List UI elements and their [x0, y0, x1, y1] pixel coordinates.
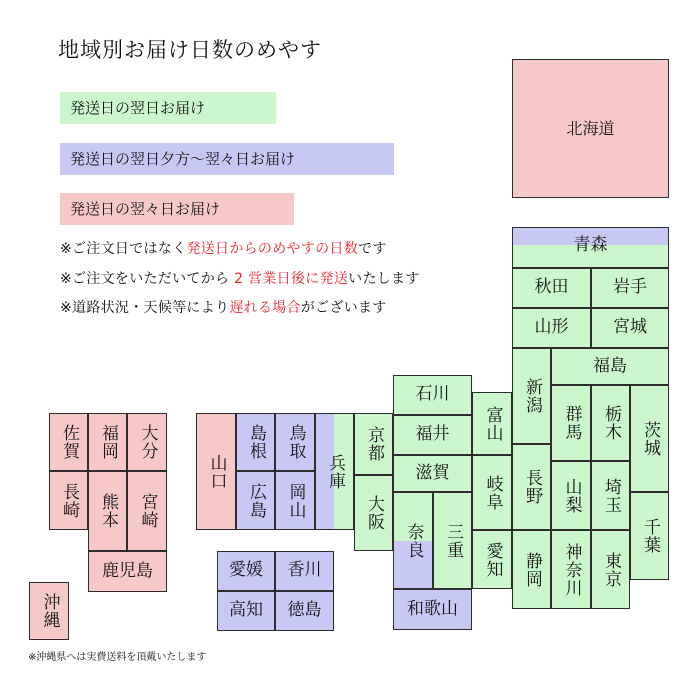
pref-aomori	[512, 227, 669, 268]
legend-next-day-evening-label: 発送日の翌日夕方〜翌々日お届け	[70, 150, 296, 168]
pref-mie-label: 三重	[443, 522, 464, 559]
pref-nara	[393, 492, 433, 589]
pref-ibaraki	[630, 385, 669, 492]
pref-akita	[512, 268, 591, 308]
pref-yamanashi-label: 山梨	[561, 477, 582, 514]
pref-fukuoka	[88, 413, 127, 471]
pref-hiroshima	[236, 471, 275, 530]
pref-niigata-label: 新潟	[522, 378, 543, 414]
legend-next-day-evening	[60, 143, 394, 175]
pref-kagoshima	[88, 551, 167, 592]
note-line-3	[60, 297, 387, 317]
pref-hokkaido	[512, 59, 669, 198]
note-3-c: がございます	[300, 300, 387, 316]
pref-kagoshima-label: 鹿児島	[102, 560, 153, 581]
pref-gunma-label: 群馬	[561, 405, 582, 441]
pref-shimane	[236, 413, 275, 471]
pref-yamanashi	[551, 461, 591, 530]
pref-toyama	[472, 392, 512, 455]
pref-fukui-label: 福井	[415, 424, 450, 445]
pref-iwate	[591, 268, 669, 308]
note-3-highlight: 遅れる場合	[229, 300, 301, 316]
pref-chiba	[630, 492, 669, 580]
pref-osaka-label: 大阪	[364, 495, 385, 531]
pref-yamaguchi-label: 山口	[206, 453, 227, 490]
pref-gifu	[472, 455, 512, 530]
pref-okayama	[275, 471, 315, 530]
pref-aomori-label: 青森	[573, 234, 608, 255]
footnote: ※沖縄県へは実費送料を頂戴いたします	[28, 652, 207, 663]
pref-fukui	[393, 415, 472, 455]
pref-aichi	[472, 530, 512, 589]
pref-kumamoto	[88, 471, 127, 551]
note-2-a: ※ご注文をいただいてから	[60, 271, 230, 287]
pref-tokyo-label: 東京	[601, 551, 622, 588]
pref-ishikawa-label: 石川	[415, 384, 450, 405]
note-2-highlight: 2 営業日後に発送	[229, 271, 349, 287]
pref-shizuoka-label: 静岡	[522, 551, 543, 588]
pref-kochi	[217, 591, 275, 631]
pref-nagano	[512, 444, 551, 530]
pref-tottori	[275, 413, 315, 471]
pref-miyagi-label: 宮城	[613, 317, 647, 338]
pref-niigata	[512, 348, 551, 444]
note-1-c: です	[358, 241, 387, 257]
pref-oita	[127, 413, 167, 471]
pref-hyogo	[315, 413, 354, 530]
pref-saitama-label: 埼玉	[601, 477, 622, 514]
pref-okayama-label: 岡山	[285, 482, 306, 519]
pref-miyazaki	[127, 471, 167, 551]
pref-kochi-label: 高知	[229, 600, 263, 621]
pref-kanagawa	[551, 530, 591, 609]
pref-kanagawa-label: 神奈川	[561, 542, 582, 597]
note-2-c: いたします	[348, 271, 420, 287]
pref-fukushima-label: 福島	[593, 355, 627, 376]
pref-mie	[433, 492, 472, 589]
pref-tottori-label: 鳥取	[285, 424, 306, 460]
pref-ibaraki-label: 茨城	[640, 420, 661, 457]
legend-two-days	[60, 193, 294, 225]
pref-kumamoto-label: 熊本	[98, 493, 119, 529]
pref-shiga-label: 滋賀	[415, 462, 450, 483]
pref-toyama-label: 富山	[482, 405, 503, 442]
legend-next-day-label: 発送日の翌日お届け	[70, 99, 206, 117]
pref-aichi-label: 愛知	[482, 541, 503, 578]
pref-tochigi-label: 栃木	[601, 405, 622, 441]
pref-kagawa-label: 香川	[287, 560, 322, 581]
pref-tochigi	[591, 385, 630, 461]
pref-miyazaki-label: 宮崎	[137, 493, 158, 529]
pref-fukuoka-label: 福岡	[98, 424, 119, 460]
page-title: 地域別お届け日数のめやす	[58, 38, 322, 62]
pref-hokkaido-label: 北海道	[566, 118, 615, 138]
pref-okinawa	[29, 582, 69, 640]
pref-akita-label: 秋田	[534, 277, 569, 298]
pref-shizuoka	[512, 530, 551, 609]
pref-saga-label: 佐賀	[59, 424, 80, 460]
note-line-1	[60, 238, 387, 258]
pref-osaka	[354, 475, 393, 551]
pref-wakayama-label: 和歌山	[407, 598, 458, 619]
pref-wakayama	[393, 589, 472, 630]
pref-yamagata	[512, 308, 591, 348]
pref-miyagi	[591, 308, 669, 348]
note-1-a: ※ご注文日ではなく	[60, 241, 187, 257]
pref-ehime-label: 愛媛	[229, 560, 263, 581]
pref-kyoto	[354, 413, 393, 475]
pref-nagasaki	[49, 471, 88, 530]
pref-yamagata-label: 山形	[534, 317, 569, 338]
pref-shiga	[393, 455, 472, 492]
note-line-2	[60, 268, 420, 288]
pref-shimane-label: 島根	[246, 424, 267, 460]
pref-ehime	[217, 551, 275, 591]
pref-chiba-label: 千葉	[640, 518, 661, 554]
pref-tokushima-label: 徳島	[287, 600, 322, 621]
pref-nagano-label: 長野	[522, 469, 543, 505]
pref-hiroshima-label: 広島	[246, 482, 267, 519]
pref-oita-label: 大分	[137, 424, 158, 460]
pref-tokyo	[591, 530, 630, 609]
pref-kagawa	[275, 551, 334, 591]
note-1-highlight: 発送日からのめやすの日数	[186, 241, 359, 257]
pref-saga	[49, 413, 88, 471]
note-3-a: ※道路状況・天候等により	[60, 300, 230, 316]
pref-ishikawa	[393, 375, 472, 415]
pref-saitama	[591, 461, 630, 530]
pref-tokushima	[275, 591, 334, 631]
pref-iwate-label: 岩手	[613, 277, 647, 298]
pref-hyogo-label: 兵庫	[325, 453, 346, 490]
pref-nagasaki-label: 長崎	[59, 482, 80, 519]
pref-gifu-label: 岐阜	[482, 474, 503, 511]
pref-nara-label: 奈良	[403, 522, 424, 559]
pref-fukushima	[551, 348, 669, 385]
pref-gunma	[551, 385, 591, 461]
pref-yamaguchi	[196, 413, 236, 530]
legend-next-day	[60, 92, 276, 124]
legend-two-days-label: 発送日の翌々日お届け	[70, 200, 221, 218]
pref-okinawa-label: 沖縄	[39, 593, 60, 629]
pref-kyoto-label: 京都	[364, 426, 385, 462]
